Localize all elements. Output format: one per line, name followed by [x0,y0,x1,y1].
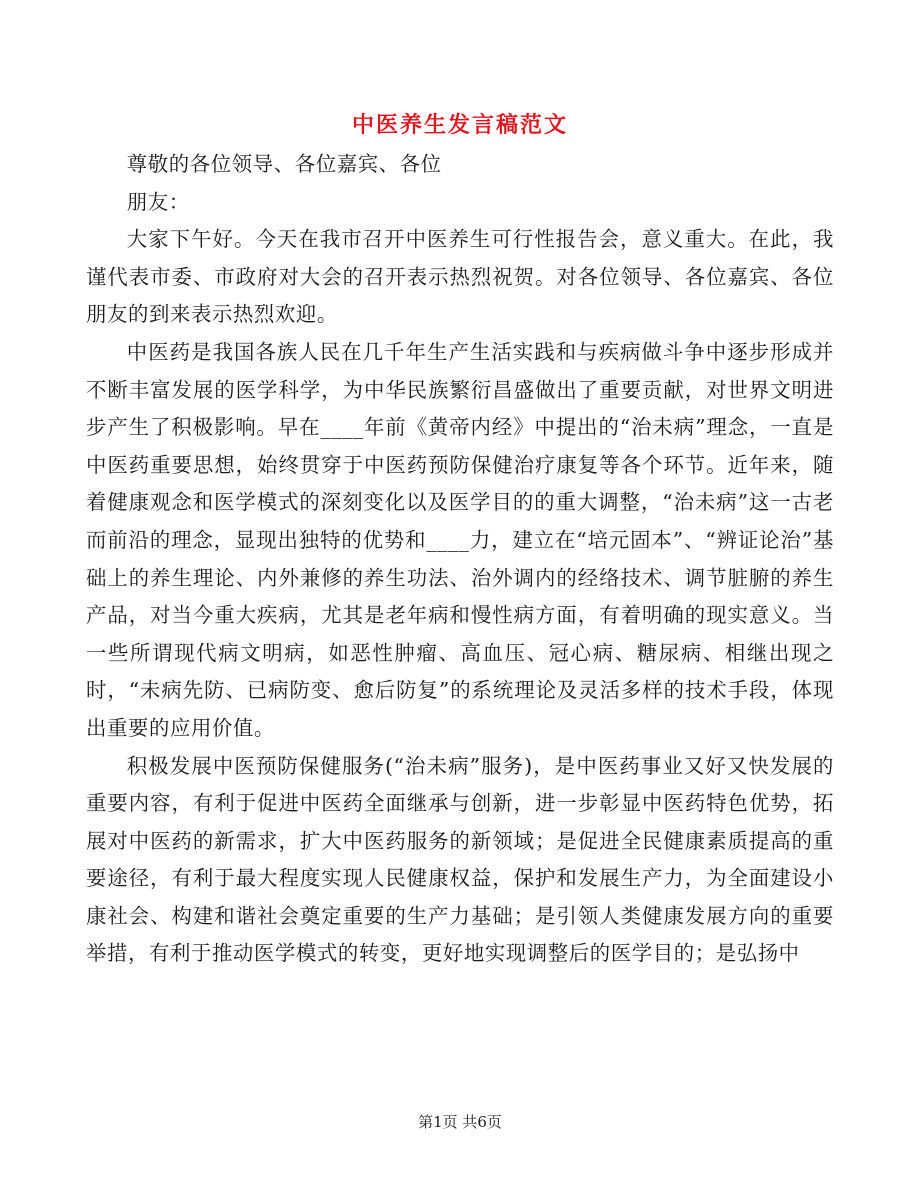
paragraph-prevention-service: 积极发展中医预防保健服务(“治未病”服务)，是中医药事业又好又快发展的重要内容，有利于促进中医药全面继承与创新，进一步彰显中医药特色优势，拓展对中医药的新需求，扩大中医药服务的新领域；是促进全民健康素质提高的重要途径，有利于最大程度实现人民健康权益，保护和发展生产力，为全面建设小康社会、构建和谐社会奠定重要的生产力基础；是引领人类健康发展方向的重要举措，有利于推动医学模式的转变，更好地实现调整后的医学目的；是弘扬中 [86,753,834,966]
paragraph-salutation-2: 朋友： [126,189,190,214]
paragraph-salutation-1: 尊敬的各位领导、各位嘉宾、各位 [126,152,442,176]
page-number-footer: 第1页 共6页 [418,1113,502,1131]
paragraph-greeting: 大家下午好。今天在我市召开中医养生可行性报告会，意义重大。在此，我谨代表市委、市政府对大会的召开表示热烈祝贺。对各位领导、各位嘉宾、各位朋友的到来表示热烈欢迎。 [86,227,834,327]
paragraph-tcm-history: 中医药是我国各族人民在几千年生产生活实践和与疾病做斗争中逐步形成并不断丰富发展的医学科学，为中华民族繁衍昌盛做出了重要贡献，对世界文明进步产生了积极影响。早在____年前《黄帝内经》中提出的“治未病”理念，一直是中医药重要思想，始终贯穿于中医药预防保健治疗康复等各个环节。近年来，随着健康观念和医学模式的深刻变化以及医学目的的重大调整，“治未病”这一古老而前沿的理念，显现出独特的优势和____力，建立在“培元固本”、“辨证论治”基础上的养生理论、内外兼修的养生功法、治外调内的经络技术、调节脏腑的养生产品，对当今重大疾病，尤其是老年病和慢性病方面，有着明确的现实意义。当一些所谓现代病文明病，如恶性肿瘤、高血压、冠心病、糖尿病、相继出现之时，“未病先防、已病防变、愈后防复”的系统理论及灵活多样的技术手段，体现出重要的应用价值。 [86,339,834,740]
document-body [86,146,834,973]
document-title: 中医养生发言稿范文 [351,112,568,138]
